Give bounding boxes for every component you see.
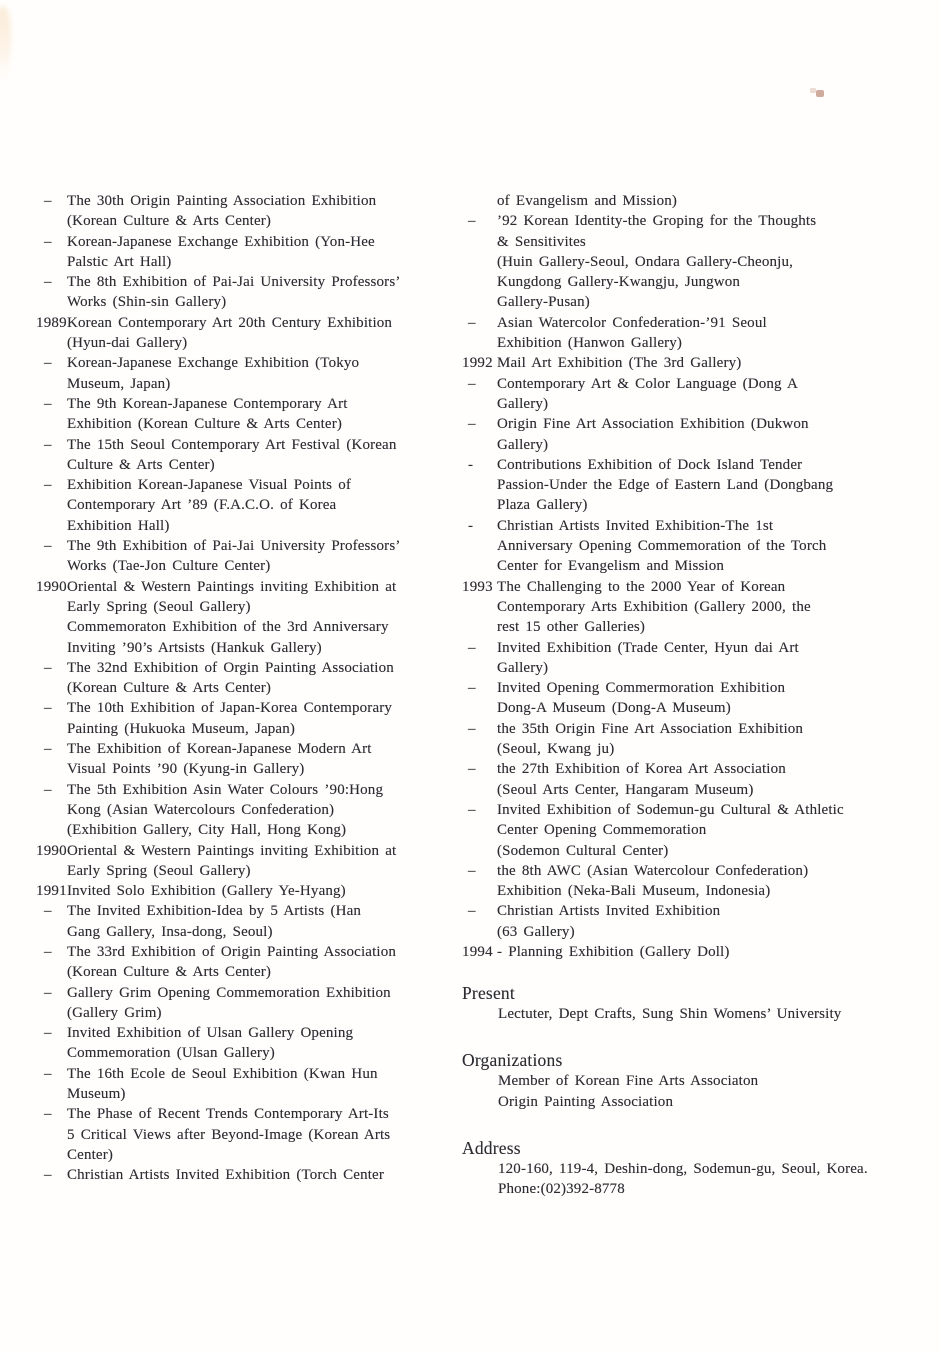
entry-dash-marker: – (44, 781, 52, 798)
entry-text-line: Visual Points ’90 (Kyung-in Gallery) (67, 761, 305, 778)
exhibition-entry (36, 394, 444, 435)
entry-dash-marker: – (44, 741, 52, 758)
entry-text-line: Contemporary Art ’89 (F.A.C.O. of Korea (67, 497, 337, 514)
entry-text (497, 455, 886, 516)
entry-text (497, 516, 886, 577)
entry-text-line: Invited Exhibition of Sodemun-gu Cultural & Athletic (497, 801, 844, 818)
entry-text-line: Exhibition Hall) (67, 517, 170, 534)
section-title: Organizations (462, 1050, 563, 1071)
entry-dash-marker: – (44, 903, 52, 920)
entry-dash-marker: – (468, 375, 476, 392)
entry-text-line: ’92 Korean Identity-the Groping for the Thoughts (497, 213, 817, 230)
entry-text (67, 780, 444, 841)
entry-marker-empty (462, 191, 497, 211)
entry-text-line: Works (Tae-Jon Culture Center) (67, 558, 271, 575)
entry-text-line: Center for Evangelism and Mission (497, 558, 725, 575)
entry-text (497, 191, 886, 211)
entry-text-line: The 32nd Exhibition of Orgin Painting Association (67, 659, 394, 676)
entry-year: 1994 (462, 943, 493, 960)
entry-dash-marker: – (468, 680, 476, 697)
entry-text (67, 232, 444, 273)
exhibition-entry (462, 374, 886, 415)
entry-text (67, 1064, 444, 1105)
section-content-line: Lectuter, Dept Crafts, Sung Shin Womens’ University (498, 1006, 842, 1022)
exhibition-entry (36, 942, 444, 983)
entry-dash-marker: – (44, 700, 52, 717)
entry-text-line: Painting (Hukuoka Museum, Japan) (67, 720, 296, 737)
exhibition-entry (36, 1023, 444, 1064)
entry-text (497, 577, 886, 638)
entry-text-line: Commemoraton Exhibition of the 3rd Anniversary (67, 619, 389, 636)
entry-text-line: The 33rd Exhibition of Origin Painting Association (67, 943, 397, 960)
entry-year: 1990 (36, 578, 67, 595)
entry-text-line: Culture & Arts Center) (67, 456, 215, 473)
entry-text-line: the 35th Origin Fine Art Association Exhibition (497, 720, 804, 737)
entry-text-line: Contemporary Arts Exhibition (Gallery 2000, the (497, 598, 811, 615)
section-content (498, 1004, 886, 1024)
section-content (498, 1159, 886, 1200)
entry-text-line: The 10th Exhibition of Japan-Korea Contemporary (67, 700, 393, 717)
entry-dash-marker: – (44, 1025, 52, 1042)
entry-year: 1993 (462, 578, 493, 595)
entry-dash-marker: – (468, 314, 476, 331)
entry-text-line: Center) (67, 1146, 114, 1163)
entry-dash-marker: – (44, 233, 52, 250)
entry-text-line: Gallery) (497, 436, 549, 453)
entry-dash-marker: – (468, 761, 476, 778)
exhibition-entry (462, 942, 886, 962)
entry-text-line: the 8th AWC (Asian Watercolour Confederation) (497, 862, 809, 879)
exhibition-entry (36, 881, 444, 901)
entry-text-line: 5 Critical Views after Beyond-Image (Korean Arts (67, 1126, 391, 1143)
entry-text-line: (Korean Culture & Arts Center) (67, 964, 272, 981)
section-content-line: Phone:(02)392-8778 (498, 1181, 625, 1198)
entry-text-line: the 27th Exhibition of Korea Art Association (497, 761, 786, 778)
entry-text-line: (Hyun-dai Gallery) (67, 335, 188, 352)
entry-text-line: The Invited Exhibition-Idea by 5 Artists (Han (67, 903, 362, 920)
section-content (498, 1071, 886, 1112)
entry-text (67, 698, 444, 739)
entry-text (497, 374, 886, 415)
entry-text-line: The 15th Seoul Contemporary Art Festival (Korean (67, 436, 397, 453)
entry-text (497, 901, 886, 942)
entry-dash-marker: – (468, 416, 476, 433)
exhibition-entry (462, 577, 886, 638)
exhibition-entry (36, 1165, 444, 1185)
entry-dash-marker: – (468, 639, 476, 656)
exhibition-list-column-left (36, 191, 444, 1186)
entry-text-line: Inviting ’90’s Artsists (Hankuk Gallery) (67, 639, 322, 656)
exhibition-entry (36, 191, 444, 232)
entry-text-line: Christian Artists Invited Exhibition (497, 903, 721, 920)
entry-text-line: Plaza Gallery) (497, 497, 588, 514)
exhibition-entry (36, 272, 444, 313)
exhibition-entry (36, 658, 444, 699)
exhibition-entry (36, 841, 444, 882)
entry-text (67, 394, 444, 435)
entry-text-line: The Exhibition of Korean-Japanese Modern Art (67, 741, 372, 758)
entry-text-line: rest 15 other Galleries) (497, 619, 646, 636)
section-organizations (462, 1049, 886, 1112)
entry-text-line: The Phase of Recent Trends Contemporary Art-Its (67, 1106, 389, 1123)
exhibition-entry (36, 313, 444, 354)
entry-dash-marker: - (468, 517, 474, 534)
entry-dash-marker: – (468, 862, 476, 879)
exhibition-entry (462, 638, 886, 679)
entry-text-line: The 16th Ecole de Seoul Exhibition (Kwan Hun (67, 1065, 378, 1082)
entry-dash-marker: – (44, 193, 52, 209)
entry-text-line: Museum) (67, 1086, 126, 1103)
entry-text-line: Korean-Japanese Exchange Exhibition (Tokyo (67, 355, 360, 372)
entry-text-line: Korean Contemporary Art 20th Century Exhibition (67, 314, 393, 331)
exhibition-entry (36, 983, 444, 1024)
entry-text (67, 435, 444, 476)
entry-text-line: Center Opening Commemoration (497, 822, 707, 839)
entry-year: 1989 (36, 314, 67, 331)
entry-text-line: Dong-A Museum (Dong-A Museum) (497, 700, 731, 717)
entry-dash-marker: – (44, 1106, 52, 1123)
exhibition-list-column-right (462, 191, 886, 962)
exhibition-entry (462, 211, 886, 312)
entry-text-line: Origin Fine Art Association Exhibition (Dukwon (497, 416, 809, 433)
exhibition-entry (462, 800, 886, 861)
entry-text-line: - Planning Exhibition (Gallery Doll) (497, 943, 730, 960)
entry-text-line: & Sensitivites (497, 233, 586, 250)
entry-dash-marker: – (44, 395, 52, 412)
exhibition-entry (462, 901, 886, 942)
exhibition-entry (36, 577, 444, 658)
entry-text (67, 1023, 444, 1064)
section-title: Present (462, 983, 515, 1003)
exhibition-entry (36, 475, 444, 536)
entry-text-line: Invited Exhibition (Trade Center, Hyun dai Art (497, 639, 799, 656)
entry-text-line: Kong (Asian Watercolours Confederation) (67, 801, 335, 818)
entry-text-line: Oriental & Western Paintings inviting Exhibition at (67, 842, 397, 859)
entry-text (67, 577, 444, 658)
entry-dash-marker: – (468, 213, 476, 230)
section-title: Address (462, 1137, 521, 1158)
entry-text (67, 536, 444, 577)
entry-text (497, 414, 886, 455)
entry-text (67, 942, 444, 983)
entry-dash-marker: – (44, 355, 52, 372)
exhibition-entry (462, 678, 886, 719)
entry-text-line: The 5th Exhibition Asin Water Colours ’90:Hong (67, 781, 384, 798)
exhibition-entry (36, 536, 444, 577)
entry-text-line: Asian Watercolor Confederation-’91 Seoul (497, 314, 767, 331)
entry-text (67, 881, 444, 901)
entry-text-line: Mail Art Exhibition (The 3rd Gallery) (497, 355, 742, 372)
exhibition-entry (462, 191, 886, 211)
entry-text-line: Anniversary Opening Commemoration of the Torch (497, 538, 827, 555)
entry-text (67, 1165, 444, 1185)
entry-dash-marker: – (44, 436, 52, 453)
entry-dash-marker: – (44, 1065, 52, 1082)
exhibition-entry (462, 759, 886, 800)
entry-text (67, 353, 444, 394)
entry-text-line: (Huin Gallery-Seoul, Ondara Gallery-Cheonju, (497, 253, 794, 270)
entry-dash-marker: – (468, 801, 476, 818)
entry-text (497, 638, 886, 679)
entry-text-line: Exhibition (Hanwon Gallery) (497, 335, 683, 352)
entry-text-line: Invited Solo Exhibition (Gallery Ye-Hyang) (67, 883, 346, 900)
entry-text-line: Palstic Art Hall) (67, 253, 172, 270)
entry-text (67, 983, 444, 1024)
exhibition-entry (36, 698, 444, 739)
entry-text-line: (Sodemon Cultural Center) (497, 842, 669, 859)
entry-year: 1991 (36, 883, 67, 900)
entry-text-line: Oriental & Western Paintings inviting Exhibition at (67, 578, 397, 595)
scan-speck-artifact (816, 90, 824, 97)
section-content-line: 120-160, 119-4, Deshin-dong, Sodemun-gu, Seoul, Korea. (498, 1160, 868, 1177)
exhibition-entry (36, 739, 444, 780)
exhibition-entry (36, 435, 444, 476)
entry-text-line: Commemoration (Ulsan Gallery) (67, 1045, 275, 1062)
exhibition-entry (462, 455, 886, 516)
entry-dash-marker: – (44, 659, 52, 676)
entry-text-line: Gang Gallery, Insa-dong, Seoul) (67, 923, 273, 940)
exhibition-entry (462, 516, 886, 577)
entry-text-line: Kungdong Gallery-Kwangju, Jungwon (497, 274, 741, 291)
entry-dash-marker: – (44, 477, 52, 494)
entry-text (497, 719, 886, 760)
entry-text (497, 800, 886, 861)
entry-text (497, 678, 886, 719)
entry-dash-marker: – (44, 538, 52, 555)
entry-text-line: The 9th Exhibition of Pai-Jai University Professors’ (67, 538, 401, 555)
exhibition-entry (462, 861, 886, 902)
entry-text-line: Works (Shin-sin Gallery) (67, 294, 227, 311)
scan-smudge-artifact (0, 6, 11, 80)
entry-text (67, 739, 444, 780)
entry-text-line: Contributions Exhibition of Dock Island Tender (497, 456, 803, 473)
entry-text (67, 658, 444, 699)
entry-text (497, 211, 886, 312)
entry-dash-marker: – (468, 903, 476, 920)
entry-text (67, 475, 444, 536)
entry-text-line: Exhibition (Neka-Bali Museum, Indonesia) (497, 883, 771, 900)
entry-dash-marker: - (468, 456, 474, 473)
entry-dash-marker: – (44, 943, 52, 960)
entry-year: 1990 (36, 842, 67, 859)
entry-text-line: Christian Artists Invited Exhibition (Torch Center (67, 1167, 384, 1184)
entry-text-line: Invited Exhibition of Ulsan Gallery Opening (67, 1025, 354, 1042)
entry-text (497, 353, 886, 373)
exhibition-entry (36, 1064, 444, 1105)
entry-text-line: Museum, Japan) (67, 375, 171, 392)
entry-text-line: (Korean Culture & Arts Center) (67, 680, 272, 697)
entry-text-line: (Exhibition Gallery, City Hall, Hong Kong) (67, 822, 347, 839)
exhibition-entry (462, 719, 886, 760)
entry-text-line: Early Spring (Seoul Gallery) (67, 598, 251, 615)
entry-dash-marker: – (44, 1167, 52, 1184)
entry-text-line: (Gallery Grim) (67, 1004, 162, 1021)
exhibition-entry (36, 353, 444, 394)
entry-text-line: Invited Opening Commermoration Exhibition (497, 680, 786, 697)
entry-text-line: (63 Gallery) (497, 923, 575, 940)
entry-text (497, 942, 886, 962)
entry-text-line: Exhibition Korean-Japanese Visual Points of (67, 477, 352, 494)
entry-year: 1992 (462, 355, 493, 372)
entry-text-line: Passion-Under the Edge of Eastern Land (Dongbang (497, 477, 834, 494)
entry-text-line: (Korean Culture & Arts Center) (67, 213, 272, 230)
entry-dash-marker: – (468, 720, 476, 737)
entry-text-line: Contemporary Art & Color Language (Dong A (497, 375, 798, 392)
entry-text-line: Christian Artists Invited Exhibition-The 1st (497, 517, 774, 534)
entry-text-line: (Seoul, Kwang ju) (497, 741, 615, 758)
entry-text-line: Gallery Grim Opening Commemoration Exhibition (67, 984, 391, 1001)
info-sections (462, 982, 886, 1224)
entry-text (497, 861, 886, 902)
entry-text-line: Gallery) (497, 395, 549, 412)
entry-text-line: The 8th Exhibition of Pai-Jai University Professors’ (67, 274, 401, 291)
exhibition-entry (462, 313, 886, 354)
entry-text (67, 313, 444, 354)
entry-dash-marker: – (44, 274, 52, 291)
entry-text (497, 759, 886, 800)
section-present (462, 982, 886, 1024)
section-content-line: Origin Painting Association (498, 1093, 674, 1110)
entry-text (67, 1104, 444, 1165)
exhibition-entry (36, 780, 444, 841)
exhibition-entry (36, 232, 444, 273)
entry-text-line: Gallery) (497, 659, 549, 676)
entry-text-line: Korean-Japanese Exchange Exhibition (Yon-Hee (67, 233, 375, 250)
entry-text-line: (Seoul Arts Center, Hangaram Museum) (497, 781, 754, 798)
exhibition-entry (36, 1104, 444, 1165)
entry-text (497, 313, 886, 354)
entry-text-line: The Challenging to the 2000 Year of Korean (497, 578, 786, 595)
exhibition-entry (462, 353, 886, 373)
section-address (462, 1137, 886, 1200)
exhibition-entry (36, 901, 444, 942)
entry-text (67, 901, 444, 942)
section-content-line: Member of Korean Fine Arts Associaton (498, 1073, 759, 1090)
entry-text-line: The 9th Korean-Japanese Contemporary Art (67, 395, 348, 412)
entry-dash-marker: – (44, 984, 52, 1001)
entry-text (67, 272, 444, 313)
entry-text-line: Early Spring (Seoul Gallery) (67, 862, 251, 879)
entry-text (67, 841, 444, 882)
entry-text-line: Exhibition (Korean Culture & Arts Center) (67, 416, 343, 433)
entry-text-line: The 30th Origin Painting Association Exhibition (67, 193, 377, 209)
entry-text (67, 191, 444, 232)
entry-text-line: of Evangelism and Mission) (497, 193, 678, 209)
exhibition-entry (462, 414, 886, 455)
entry-text-line: Gallery-Pusan) (497, 294, 590, 311)
